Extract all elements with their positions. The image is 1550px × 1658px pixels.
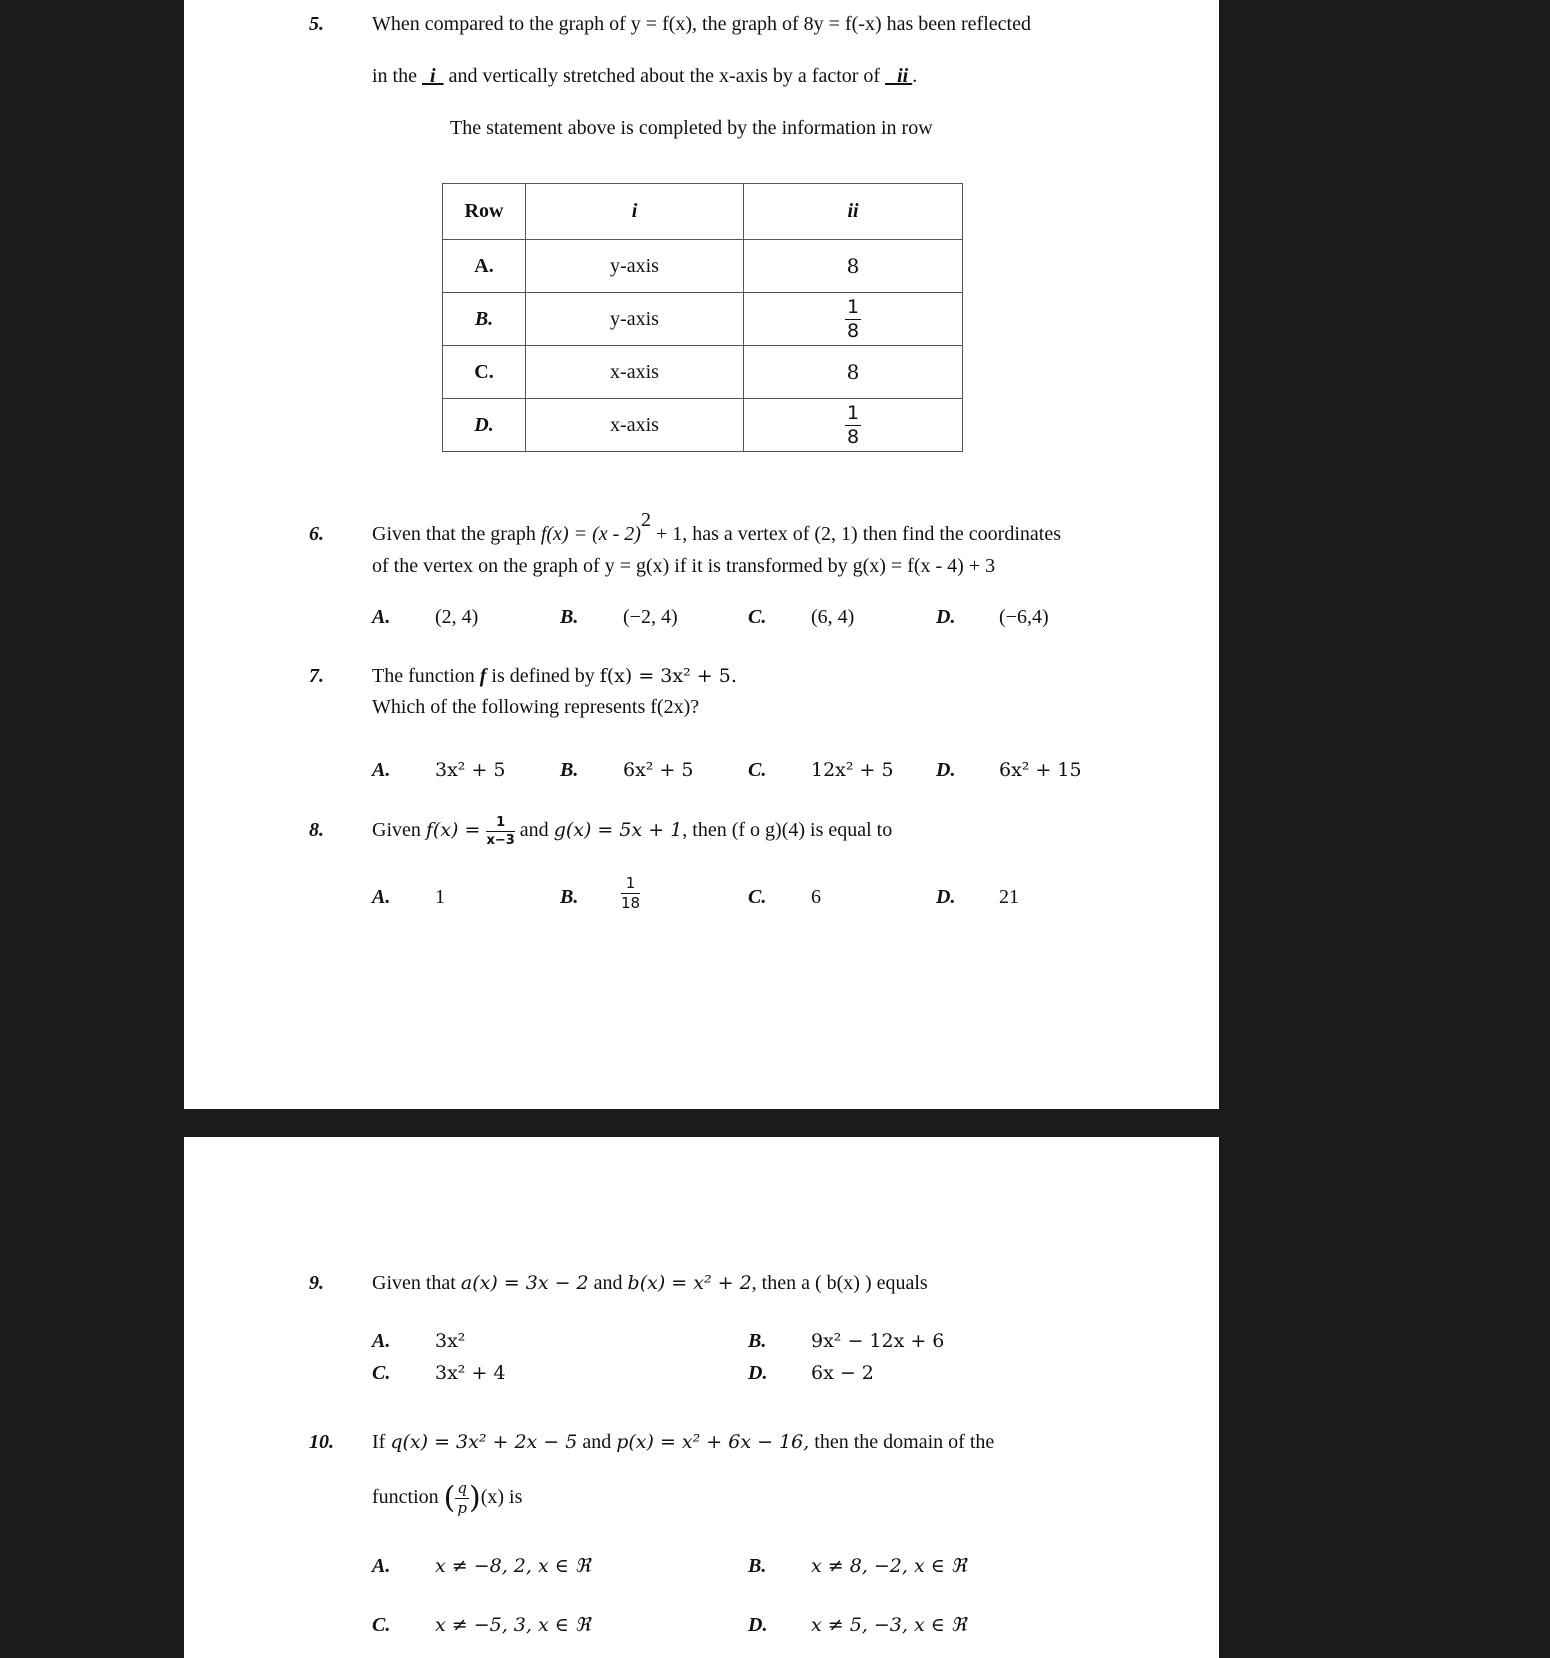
q7-option-b-value: 6x² + 5 — [623, 759, 694, 781]
q9-post: , then a ( b(x) ) equals — [751, 1272, 928, 1294]
row-label: D. — [443, 399, 526, 452]
row-ii-value — [744, 399, 963, 452]
table-header-i: i — [526, 184, 744, 240]
fraction-denominator: 18 — [621, 894, 641, 912]
table-row — [443, 240, 963, 293]
q7-line1-a: The function — [372, 665, 480, 687]
q10-option-b-value: x ≠ 8, −2, x ∈ ℜ — [811, 1555, 967, 1577]
fraction — [845, 401, 861, 448]
q10-post: then the domain of the — [809, 1431, 995, 1453]
q5-line2-post: . — [912, 65, 918, 87]
blank-i: i — [422, 65, 444, 87]
q6-option-a-label[interactable]: A. — [372, 606, 391, 628]
row-label: C. — [443, 346, 526, 399]
row-label: A. — [443, 240, 526, 293]
q7-option-a-label[interactable]: A. — [372, 759, 391, 781]
q8-option-d-value: 21 — [999, 886, 1019, 908]
fraction — [845, 295, 861, 342]
row-i-value: x-axis — [526, 399, 744, 452]
q7-line1-b: is defined by — [486, 665, 600, 687]
q6-option-a-value: (2, 4) — [435, 606, 479, 628]
q7-function: f(x) = 3x² + 5. — [599, 665, 737, 687]
fraction-numerator: q — [457, 1478, 467, 1497]
q7-option-c-value: 12x² + 5 — [811, 759, 894, 781]
question-7-number: 7. — [309, 665, 324, 687]
q7-option-c-label[interactable]: C. — [748, 759, 767, 781]
fraction-denominator: p — [457, 1498, 467, 1517]
table-header-row-label: Row — [443, 184, 526, 240]
q9-pre: Given that — [372, 1272, 461, 1294]
q7-option-d-value: 6x² + 15 — [999, 759, 1082, 781]
q10-option-a-value: x ≠ −8, 2, x ∈ ℜ — [435, 1555, 591, 1577]
q10-fraction — [455, 1478, 469, 1517]
q6-option-c-value: (6, 4) — [811, 606, 855, 628]
q7-option-b-label[interactable]: B. — [560, 759, 579, 781]
q8-post: , then (f o g)(4) is equal to — [682, 819, 893, 841]
q10-option-a-label[interactable]: A. — [372, 1555, 391, 1577]
question-5-line-2 — [372, 64, 917, 88]
q7-option-a-value: 3x² + 5 — [435, 759, 506, 781]
table-header-row — [443, 184, 963, 240]
q8-option-c-label[interactable]: C. — [748, 886, 767, 908]
q8-option-a-label[interactable]: A. — [372, 886, 391, 908]
q9-b-of-x: b(x) = x² + 2 — [627, 1272, 752, 1294]
q10-mid: and — [577, 1431, 617, 1453]
question-5-line-1: When compared to the graph of y = f(x), the graph of 8y = f(-x) has been reflected — [372, 13, 1031, 35]
q8-option-d-label[interactable]: D. — [936, 886, 956, 908]
row-i-value: y-axis — [526, 240, 744, 293]
q9-option-c-value: 3x² + 4 — [435, 1362, 506, 1384]
q7-f: f — [479, 665, 487, 687]
q8-fraction — [486, 816, 514, 847]
q9-option-a-value: 3x² — [435, 1330, 466, 1352]
q8-option-b-value — [621, 876, 640, 911]
question-9-line — [372, 1271, 928, 1295]
row-i-value: y-axis — [526, 293, 744, 346]
fraction-numerator: 1 — [621, 876, 640, 894]
q9-option-b-value: 9x² − 12x + 6 — [811, 1330, 945, 1352]
q6-option-b-value: (−2, 4) — [623, 606, 678, 628]
fraction-numerator: 1 — [846, 295, 860, 318]
q6-option-c-label[interactable]: C. — [748, 606, 767, 628]
question-8-line — [372, 808, 892, 852]
row-i-value: x-axis — [526, 346, 744, 399]
q7-option-d-label[interactable]: D. — [936, 759, 956, 781]
q9-a-of-x: a(x) = 3x − 2 — [460, 1272, 589, 1294]
row-ii-value: 8 — [744, 346, 963, 399]
q10-option-d-label[interactable]: D. — [748, 1614, 768, 1636]
q6-option-d-value: (−6,4) — [999, 606, 1049, 628]
fraction-denominator: 8 — [846, 425, 860, 448]
row-label: B. — [443, 293, 526, 346]
q5-line2-pre: in the — [372, 65, 422, 87]
q10-line2-pre: function — [372, 1486, 444, 1508]
q8-option-a-value: 1 — [435, 886, 445, 908]
q10-option-c-value: x ≠ −5, 3, x ∈ ℜ — [435, 1614, 591, 1636]
question-6-line-1 — [372, 509, 1061, 546]
q10-pre: If — [372, 1431, 391, 1453]
question-9-number: 9. — [309, 1272, 324, 1294]
q6-line1-b: + 1, has a vertex of (2, 1) then find the coordinates — [650, 523, 1061, 545]
q9-option-d-label[interactable]: D. — [748, 1362, 768, 1384]
fraction-numerator: 1 — [846, 401, 860, 424]
q6-option-b-label[interactable]: B. — [560, 606, 579, 628]
fraction-numerator: 1 — [486, 816, 514, 832]
page-2 — [184, 1137, 1219, 1658]
q9-mid: and — [588, 1272, 628, 1294]
fraction-denominator: 8 — [846, 319, 860, 342]
left-paren: ( — [443, 1480, 456, 1516]
table-row — [443, 399, 963, 452]
answer-table — [442, 183, 963, 452]
q6-line1-a: Given that the graph — [372, 523, 541, 545]
question-6-line-2: of the vertex on the graph of y = g(x) if it is transformed by g(x) = f(x - 4) + 3 — [372, 555, 996, 577]
q9-option-a-label[interactable]: A. — [372, 1330, 391, 1352]
question-10-line-2 — [372, 1474, 522, 1521]
q8-g-of-x: g(x) = 5x + 1 — [553, 819, 683, 841]
question-6-number: 6. — [309, 523, 324, 545]
q10-q-of-x: q(x) = 3x² + 2x − 5 — [390, 1431, 578, 1453]
question-10-line-1 — [372, 1430, 994, 1454]
q8-option-b-label[interactable]: B. — [560, 886, 579, 908]
fraction-denominator: x−3 — [486, 832, 515, 848]
right-paren: ) — [468, 1480, 481, 1516]
q10-option-c-label[interactable]: C. — [372, 1614, 391, 1636]
question-10-number: 10. — [309, 1431, 334, 1453]
q10-option-d-value: x ≠ 5, −3, x ∈ ℜ — [811, 1614, 967, 1636]
row-ii-value: 8 — [744, 240, 963, 293]
q8-option-c-value: 6 — [811, 886, 821, 908]
q9-option-d-value: 6x − 2 — [811, 1362, 874, 1384]
q5-line2-mid: and vertically stretched about the x-axis by a factor of — [443, 65, 886, 87]
q10-option-b-label[interactable]: B. — [748, 1555, 767, 1577]
q8-pre: Given — [372, 819, 426, 841]
question-5-line-3: The statement above is completed by the information in row — [450, 117, 933, 139]
question-8-number: 8. — [309, 819, 324, 841]
row-ii-value — [744, 293, 963, 346]
q8-mid: and — [514, 819, 554, 841]
page-1 — [184, 0, 1219, 1109]
question-7-line-2: Which of the following represents f(2x)? — [372, 696, 700, 718]
fraction — [621, 876, 640, 911]
blank-ii: ii — [885, 65, 913, 87]
q9-option-b-label[interactable]: B. — [748, 1330, 767, 1352]
table-header-ii: ii — [744, 184, 963, 240]
q6-exponent: 2 — [640, 509, 651, 532]
q6-option-d-label[interactable]: D. — [936, 606, 956, 628]
question-5-number: 5. — [309, 13, 324, 35]
q6-function: f(x) = (x - 2) — [540, 523, 641, 545]
q9-option-c-label[interactable]: C. — [372, 1362, 391, 1384]
q10-line2-post: (x) is — [480, 1486, 523, 1508]
question-7-line-1 — [372, 664, 737, 688]
q8-f-of-x: f(x) = — [425, 819, 487, 841]
table-row — [443, 346, 963, 399]
table-row — [443, 293, 963, 346]
q10-p-of-x: p(x) = x² + 6x − 16, — [616, 1431, 810, 1453]
